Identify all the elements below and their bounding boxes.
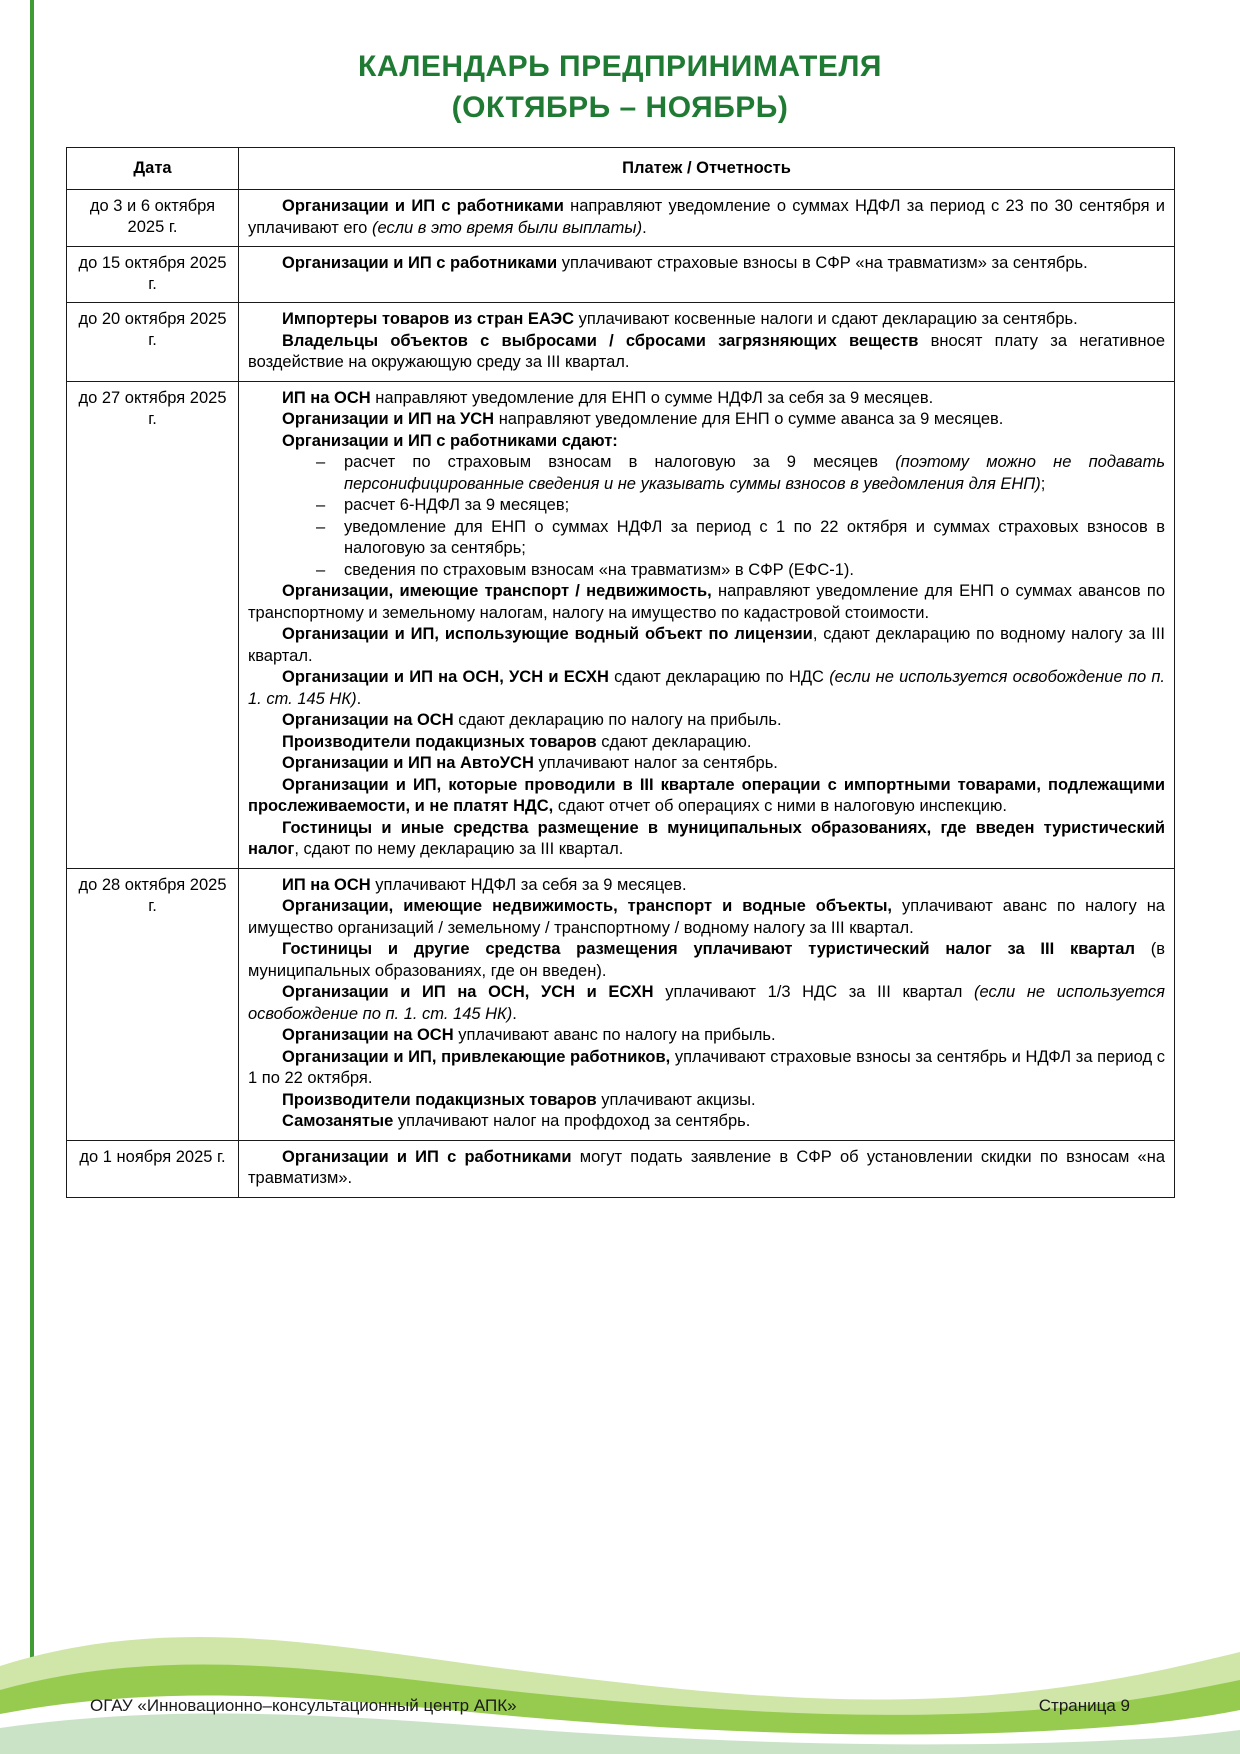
calendar-table — [66, 147, 1175, 1198]
list-item: – расчет 6-НДФЛ за 9 месяцев; — [344, 495, 1165, 517]
table-body — [67, 190, 1175, 1198]
content-paragraph: Импортеры товаров из стран ЕАЭС уплачивают косвенные налоги и сдают декларацию за сентябрь. — [282, 310, 1078, 328]
content-paragraph: Организации, имеющие транспорт / недвижимость, направляют уведомление для ЕНП о суммах авансов по транспортному и земельному налогам, налогу на имущество по кадастровой стоимости. — [248, 582, 1165, 622]
table-row — [67, 247, 1175, 303]
footer-organization: ОГАУ «Инновационно–консультационный центр АПК» — [90, 1696, 517, 1715]
content-paragraph: Организации и ИП на ОСН, УСН и ЕСХН сдают декларацию по НДС (если не используется освобождение по п. 1. ст. 145 НК). — [248, 668, 1166, 708]
content-paragraph: Гостиницы и иные средства размещение в муниципальных образованиях, где введен туристический налог, сдают по нему декларацию за III квартал. — [248, 818, 1165, 858]
table-row — [67, 303, 1175, 382]
content-paragraph: Организации и ИП, использующие водный объект по лицензии, сдают декларацию по водному налогу за III квартал. — [248, 625, 1165, 665]
content-paragraph: Организации на ОСН сдают декларацию по налогу на прибыль. — [282, 711, 782, 729]
table-row — [67, 190, 1175, 247]
row-date: до 1 ноября 2025 г. — [67, 1140, 239, 1197]
table-row — [67, 1140, 1175, 1197]
content-paragraph: Организации и ИП с работниками уплачивают страховые взносы в СФР «на травматизм» за сентябрь. — [282, 254, 1088, 272]
list-item: – сведения по страховым взносам «на травматизм» в СФР (ЕФС-1). — [344, 560, 1165, 582]
content-paragraph: Организации на ОСН уплачивают аванс по налогу на прибыль. — [282, 1026, 776, 1044]
left-margin-bar — [0, 0, 34, 1754]
content-list — [248, 452, 1165, 581]
row-date: до 28 октября 2025 г. — [67, 868, 239, 1140]
row-date: до 20 октября 2025 г. — [67, 303, 239, 382]
table-row — [67, 381, 1175, 868]
list-item: – расчет по страховым взносам в налоговую за 9 месяцев (поэтому можно не подавать персонифицированные сведения и не указывать суммы взносов в уведомления для ЕНП); — [344, 452, 1165, 495]
content-paragraph: Организации и ИП, привлекающие работников, уплачивают страховые взносы за сентябрь и НДФЛ за период с 1 по 22 октября. — [248, 1047, 1166, 1087]
page-content — [66, 48, 1174, 1198]
title-line-1: КАЛЕНДАРЬ ПРЕДПРИНИМАТЕЛЯ — [358, 50, 882, 83]
row-content — [239, 190, 1175, 247]
footer-wave-decoration — [0, 1594, 1240, 1754]
content-paragraph: Организации и ИП с работниками направляют уведомление о суммах НДФЛ за период с 23 по 30 сентября и уплачивают его (если в это время были выплаты). — [248, 197, 1165, 237]
row-date: до 3 и 6 октября 2025 г. — [67, 190, 239, 247]
content-paragraph: Организации и ИП на УСН направляют уведомление для ЕНП о сумме аванса за 9 месяцев. — [282, 410, 1004, 428]
title-line-2: (ОКТЯБРЬ – НОЯБРЬ) — [451, 91, 789, 124]
column-header-payment: Платеж / Отчетность — [239, 148, 1175, 190]
content-paragraph: Производители подакцизных товаров уплачивают акцизы. — [282, 1090, 756, 1109]
page-title — [66, 48, 1174, 127]
content-paragraph: Организации и ИП, которые проводили в III квартале операции с импортными товарами, подлежащими прослеживаемости, и не платят НДС, сдают отчет об операциях с ними в налоговую инспекцию. — [248, 775, 1165, 815]
content-paragraph: Организации и ИП на АвтоУСН уплачивают налог за сентябрь. — [282, 754, 778, 772]
row-content — [239, 247, 1175, 303]
row-content — [239, 1140, 1175, 1197]
content-paragraph: Самозанятые уплачивают налог на профдоход за сентябрь. — [282, 1112, 751, 1130]
content-paragraph: Гостиницы и другие средства размещения уплачивают туристический налог за III квартал (в муниципальных образованиях, где он введен). — [248, 940, 1165, 980]
row-date: до 27 октября 2025 г. — [67, 381, 239, 868]
content-paragraph: Организации и ИП с работниками сдают: — [282, 431, 618, 450]
list-item: – уведомление для ЕНП о суммах НДФЛ за период с 1 по 22 октября и суммах страховых взносов в налоговую за сентябрь; — [344, 517, 1165, 560]
content-paragraph: Владельцы объектов с выбросами / сбросами загрязняющих веществ вносят плату за негативное воздействие на окружающую среду за III квартал. — [248, 331, 1165, 371]
footer-page-number: Страница 9 — [1038, 1696, 1130, 1715]
column-header-date: Дата — [67, 148, 239, 190]
page-footer — [0, 1696, 1240, 1718]
row-content — [239, 868, 1175, 1140]
content-paragraph: Организации, имеющие недвижимость, транспорт и водные объекты, уплачивают аванс по налогу на имущество организаций / земельному / транспортному / водному налогу за III квартал. — [248, 897, 1165, 937]
row-content — [239, 303, 1175, 382]
content-paragraph: Организации и ИП с работниками могут подать заявление в СФР об установлении скидки по взносам «на травматизм». — [248, 1147, 1165, 1187]
content-paragraph: Производители подакцизных товаров сдают декларацию. — [282, 732, 752, 751]
content-paragraph: ИП на ОСН уплачивают НДФЛ за себя за 9 месяцев. — [282, 875, 687, 894]
row-content — [239, 381, 1175, 868]
content-paragraph: Организации и ИП на ОСН, УСН и ЕСХН уплачивают 1/3 НДС за III квартал (если не используется освобождение по п. 1. ст. 145 НК). — [248, 983, 1165, 1023]
content-paragraph: ИП на ОСН направляют уведомление для ЕНП о сумме НДФЛ за себя за 9 месяцев. — [282, 388, 934, 407]
left-accent-line — [30, 0, 34, 1660]
table-header-row — [67, 148, 1175, 190]
table-row — [67, 868, 1175, 1140]
row-date: до 15 октября 2025 г. — [67, 247, 239, 303]
